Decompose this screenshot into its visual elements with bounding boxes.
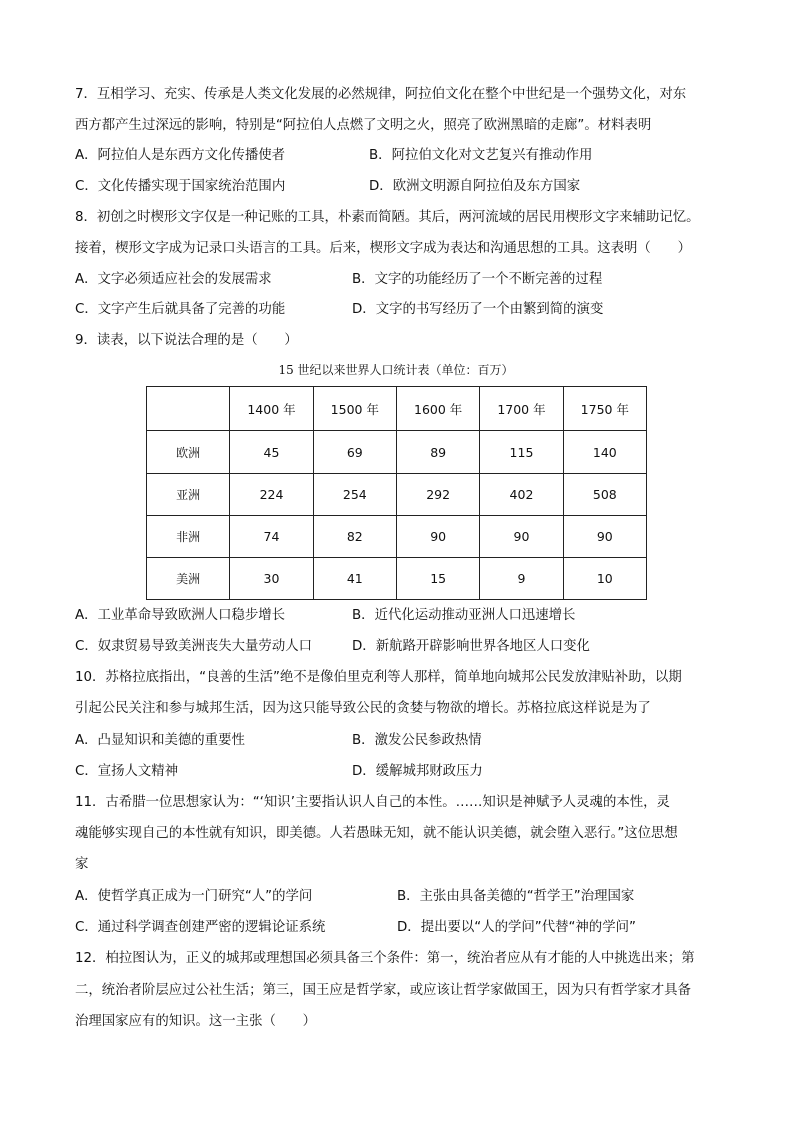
q11-stem-line-3: 家 <box>75 857 89 872</box>
table-header-cell: 1750 年 <box>563 387 646 431</box>
table-cell: 74 <box>230 515 313 557</box>
table-row <box>147 515 647 557</box>
table-header-cell <box>147 387 230 431</box>
q10-option-b: B．激发公民参政热情 <box>352 733 482 748</box>
q10-option-d: D．缓解城邦财政压力 <box>352 764 483 779</box>
q9-stem-line-1: 9．读表，以下说法合理的是（ ） <box>75 333 298 348</box>
table-cell: 508 <box>563 473 646 515</box>
table-row-label: 非洲 <box>147 515 230 557</box>
q7-stem-line-1: 7．互相学习、充实、传承是人类文化发展的必然规律，阿拉伯文化在整个中世纪是一个强势文化，对东 <box>75 87 687 102</box>
table-cell: 15 <box>396 557 479 599</box>
table-cell: 90 <box>563 515 646 557</box>
table-cell: 254 <box>313 473 396 515</box>
q10-stem-line-1: 10．苏格拉底指出，“良善的生活”绝不是像伯里克利等人那样，简单地向城邦公民发放津贴补助，以期 <box>75 670 682 685</box>
table-cell: 82 <box>313 515 396 557</box>
q11-option-a: A．使哲学真正成为一门研究“人”的学问 <box>75 889 313 904</box>
table-row-label: 美洲 <box>147 557 230 599</box>
table-row-label: 欧洲 <box>147 431 230 473</box>
table-cell: 9 <box>480 557 563 599</box>
q11-stem-line-1: 11．古希腊一位思想家认为：“‘知识’主要指认识人自己的本性。……知识是神赋予人灵魂的本性，灵 <box>75 795 670 810</box>
table-cell: 292 <box>396 473 479 515</box>
table-header-row <box>147 387 647 431</box>
table-row <box>147 431 647 473</box>
q12-stem-line-1: 12．柏拉图认为，正义的城邦或理想国必须具备三个条件：第一，统治者应从有才能的人中挑选出来；第 <box>75 951 695 966</box>
q7-option-a: A．阿拉伯人是东西方文化传播使者 <box>75 148 286 163</box>
table-row <box>147 473 647 515</box>
q7-option-b: B．阿拉伯文化对文艺复兴有推动作用 <box>369 148 593 163</box>
q10-stem-line-2: 引起公民关注和参与城邦生活，因为这只能导致公民的贪婪与物欲的增长。苏格拉底这样说是为了 <box>75 701 651 716</box>
table-cell: 140 <box>563 431 646 473</box>
table-header-cell: 1600 年 <box>396 387 479 431</box>
q7-option-c: C．文化传播实现于国家统治范围内 <box>75 179 286 194</box>
q7-stem-line-2: 西方都产生过深远的影响，特别是“阿拉伯人点燃了文明之火，照亮了欧洲黑暗的走廊”。材料表明 <box>75 118 652 133</box>
table-header-cell: 1700 年 <box>480 387 563 431</box>
q9-option-d: D．新航路开辟影响世界各地区人口变化 <box>352 639 590 654</box>
q7-option-d: D．欧洲文明源自阿拉伯及东方国家 <box>369 179 581 194</box>
table-header-cell: 1400 年 <box>230 387 313 431</box>
table-cell: 90 <box>396 515 479 557</box>
table-cell: 402 <box>480 473 563 515</box>
q11-option-b: B．主张由具备美德的“哲学王”治理国家 <box>397 889 635 904</box>
table-cell: 115 <box>480 431 563 473</box>
q8-option-a: A．文字必须适应社会的发展需求 <box>75 272 272 287</box>
population-table <box>146 386 647 600</box>
q8-option-c: C．文字产生后就具备了完善的功能 <box>75 302 286 317</box>
q10-option-c: C．宣扬人文精神 <box>75 764 179 779</box>
table-cell: 45 <box>230 431 313 473</box>
q12-stem-line-2: 二，统治者阶层应过公社生活；第三，国王应是哲学家，或应该让哲学家做国王，因为只有哲学家才具备 <box>75 983 691 998</box>
q8-option-d: D．文字的书写经历了一个由繁到简的演变 <box>352 302 604 317</box>
table-row-label: 亚洲 <box>147 473 230 515</box>
q9-option-b: B．近代化运动推动亚洲人口迅速增长 <box>352 608 576 623</box>
q11-option-c: C．通过科学调查创建严密的逻辑论证系统 <box>75 920 326 935</box>
table-header-cell: 1500 年 <box>313 387 396 431</box>
table-cell: 89 <box>396 431 479 473</box>
q9-option-a: A．工业革命导致欧洲人口稳步增长 <box>75 608 286 623</box>
q11-stem-line-2: 魂能够实现自己的本性就有知识，即美德。人若愚昧无知，就不能认识美德，就会堕入恶行。”这位思想 <box>75 826 678 841</box>
q8-stem-line-2: 接着，楔形文字成为记录口头语言的工具。后来，楔形文字成为表达和沟通思想的工具。这表明（ ） <box>75 241 691 256</box>
q12-stem-line-3: 治理国家应有的知识。这一主张（ ） <box>75 1014 317 1029</box>
table-cell: 30 <box>230 557 313 599</box>
table-cell: 224 <box>230 473 313 515</box>
table-row <box>147 557 647 599</box>
q8-option-b: B．文字的功能经历了一个不断完善的过程 <box>352 272 603 287</box>
population-table-caption: 15 世纪以来世界人口统计表（单位：百万） <box>278 363 514 377</box>
table-cell: 10 <box>563 557 646 599</box>
table-cell: 90 <box>480 515 563 557</box>
table-cell: 69 <box>313 431 396 473</box>
table-cell: 41 <box>313 557 396 599</box>
q8-stem-line-1: 8．初创之时楔形文字仅是一种记账的工具，朴素而简陋。其后，两河流域的居民用楔形文字来辅助记忆。 <box>75 210 700 225</box>
q10-option-a: A．凸显知识和美德的重要性 <box>75 733 245 748</box>
q11-option-d: D．提出要以“人的学问”代替“神的学问” <box>397 920 636 935</box>
q9-option-c: C．奴隶贸易导致美洲丧失大量劳动人口 <box>75 639 312 654</box>
